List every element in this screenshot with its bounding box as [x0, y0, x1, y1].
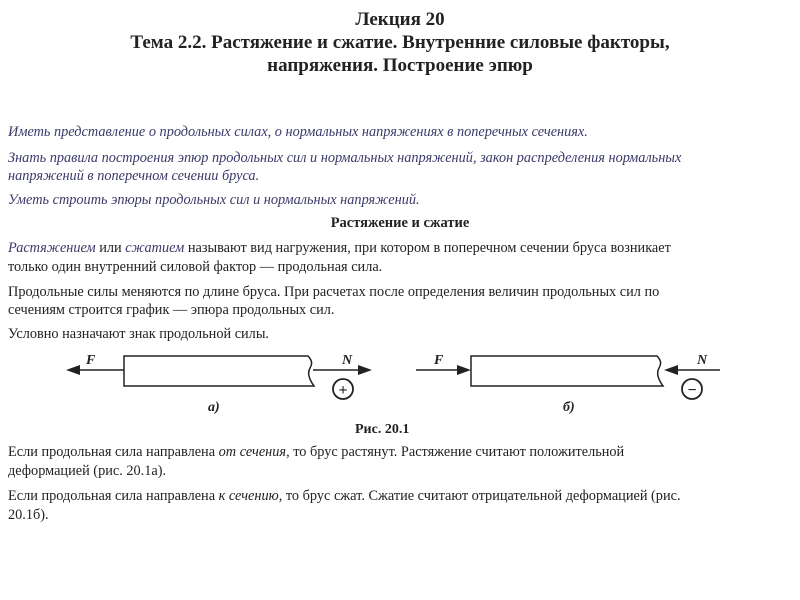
- figure-caption: Рис. 20.1: [355, 422, 410, 437]
- force-arrowhead-b: [457, 365, 471, 375]
- figure-a: [66, 353, 372, 415]
- internal-label-b: N: [697, 353, 708, 368]
- term-tension: Растяжением: [8, 240, 96, 256]
- para3: Условно назначают знак продольной силы.: [8, 326, 270, 342]
- force-label-b: F: [434, 353, 444, 368]
- para1-line2: только один внутренний силовой фактор — продольная сила.: [8, 259, 383, 275]
- force-arrowhead-a: [66, 365, 80, 375]
- to-section: к сечению: [218, 488, 279, 504]
- section-title: Растяжение и сжатие: [330, 215, 470, 231]
- plus-sign: +: [338, 382, 348, 399]
- para2-line1: Продольные силы меняются по длине бруса. При расчетах после определения величин продольных сил по: [8, 284, 660, 300]
- internal-arrowhead-b: [664, 365, 678, 375]
- topic-line-2: напряжения. Построение эпюр: [267, 55, 533, 76]
- minus-sign: −: [687, 382, 697, 399]
- bar-a: [124, 356, 314, 386]
- goal-know-line2: напряжений в поперечном сечении бруса.: [8, 168, 260, 184]
- para5-line2: 20.1б).: [8, 507, 49, 523]
- internal-arrowhead-a: [358, 365, 372, 375]
- para1-line1: Растяжением или сжатием называют вид нагружения, при котором в поперечном сечении бруса возникает: [8, 240, 671, 256]
- para4-line1: Если продольная сила направлена от сечения, то брус растянут. Растяжение считают положительной: [8, 444, 625, 460]
- internal-label-a: N: [342, 353, 353, 368]
- from-section: от сечения: [218, 444, 287, 460]
- para4-line2: деформацией (рис. 20.1а).: [8, 463, 167, 479]
- figure-b: [416, 353, 720, 415]
- bar-b: [471, 356, 663, 386]
- lecture-number: Лекция 20: [355, 9, 445, 30]
- term-compression: сжатием: [125, 240, 185, 256]
- para5-line1: Если продольная сила направлена к сечению, то брус сжат. Сжатие считают отрицательной деформацией (рис.: [8, 488, 681, 504]
- label-a: а): [208, 400, 220, 415]
- goal-able: Уметь строить эпюры продольных сил и нормальных напряжений.: [8, 192, 420, 208]
- goal-know-line1: Знать правила построения эпюр продольных сил и нормальных напряжений, закон распределения нормальных: [8, 150, 682, 166]
- goal-represent: Иметь представление о продольных силах, о нормальных напряжениях в поперечных сечениях.: [8, 124, 588, 140]
- label-b: б): [563, 400, 575, 415]
- para2-line2: сечениям строится график — эпюра продольных сил.: [8, 302, 335, 318]
- force-label-a: F: [86, 353, 96, 368]
- topic-line-1: Тема 2.2. Растяжение и сжатие. Внутренние силовые факторы,: [130, 32, 670, 53]
